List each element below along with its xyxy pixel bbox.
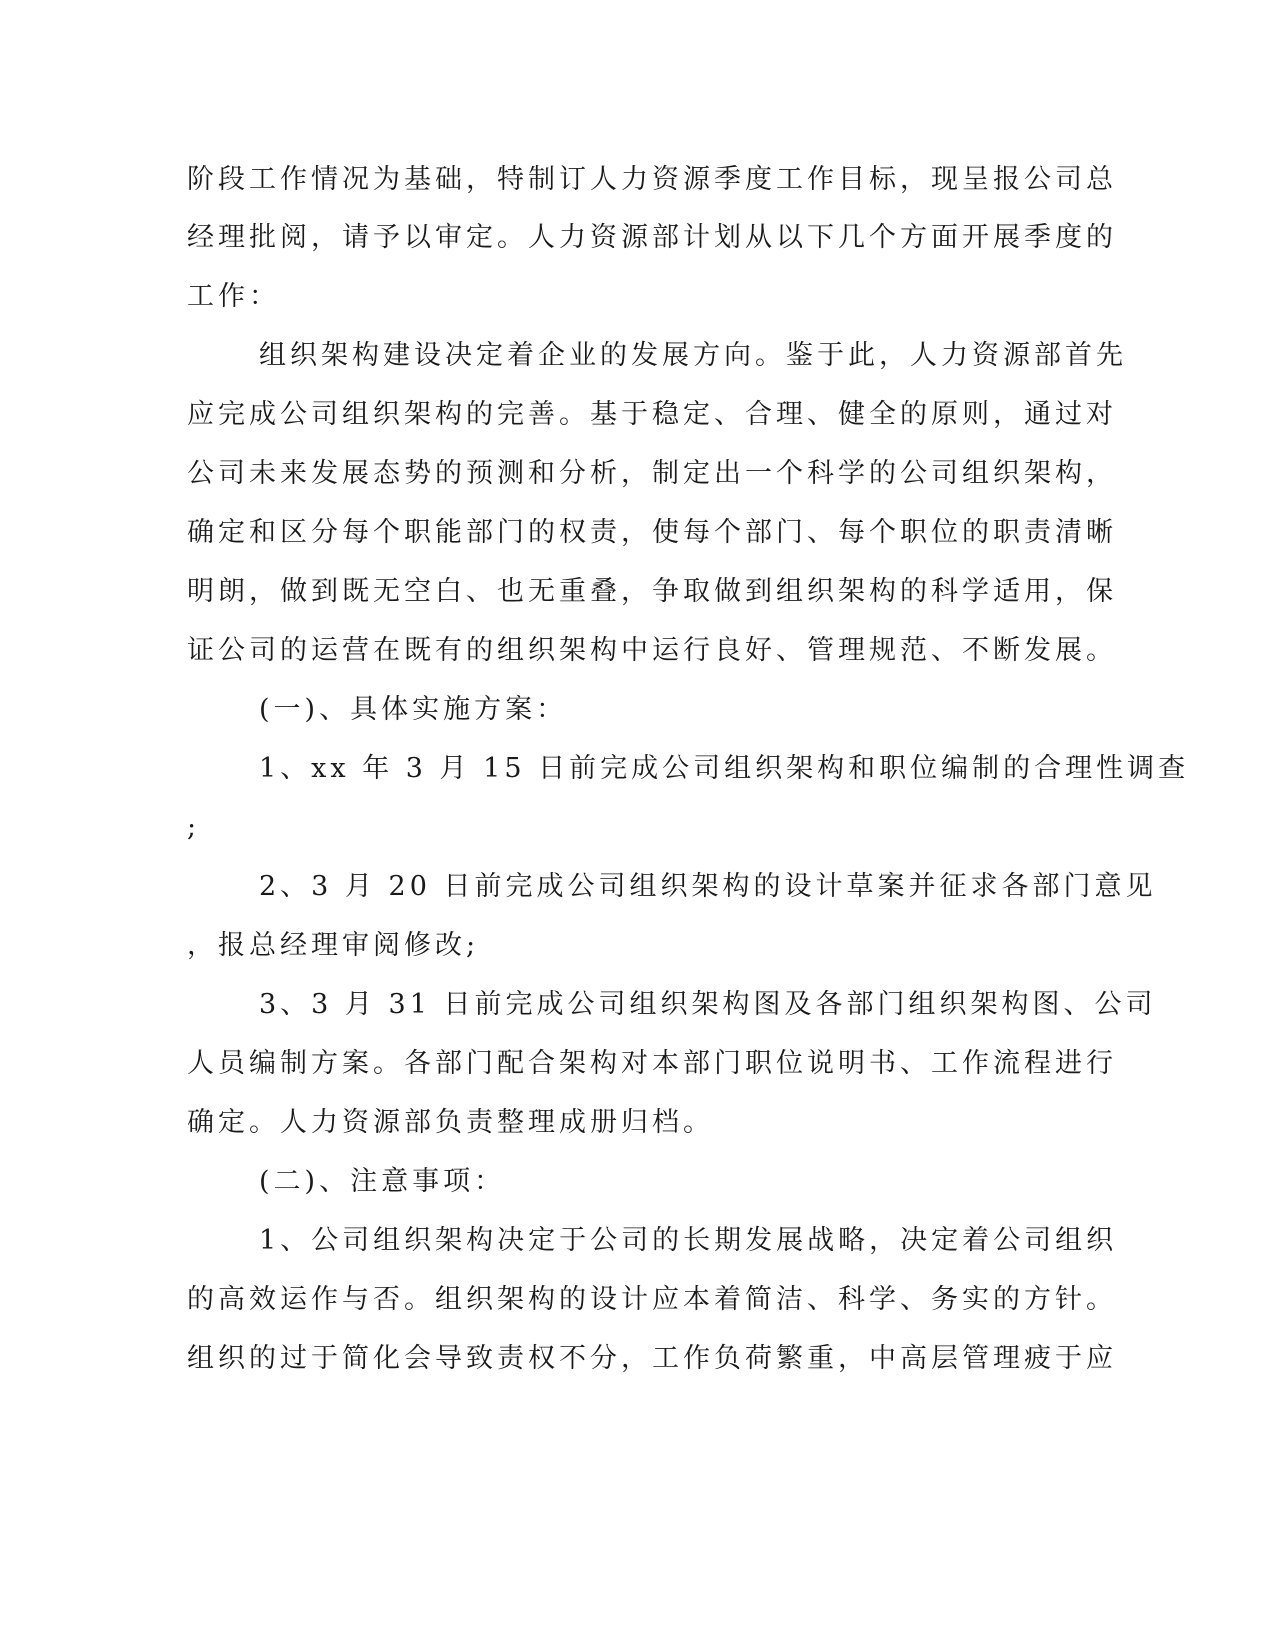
text-line: 明朗，做到既无空白、也无重叠，争取做到组织架构的科学适用，保 [187,576,1117,607]
list-item-line: 1、xx 年 3 月 15 日前完成公司组织架构和职位编制的合理性调查 [259,753,1190,784]
list-item-line: 1、公司组织架构决定于公司的长期发展战略，决定着公司组织 [259,1225,1118,1256]
text-line: ; [187,812,201,843]
text-line: 确定和区分每个职能部门的权责，使每个部门、每个职位的职责清晰 [187,517,1117,548]
text-line: 人员编制方案。各部门配合架构对本部门职位说明书、工作流程进行 [187,1048,1117,1079]
text-line: 公司未来发展态势的预测和分析，制定出一个科学的公司组织架构， [187,458,1117,489]
text-line: 确定。人力资源部负责整理成册归档。 [187,1107,714,1138]
text-line: 组织的过于简化会导致责权不分，工作负荷繁重，中高层管理疲于应 [187,1343,1117,1374]
list-item-line: 3、3 月 31 日前完成公司组织架构图及各部门组织架构图、公司 [259,989,1157,1020]
text-line: 工作： [187,281,280,312]
text-line: 应完成公司组织架构的完善。基于稳定、合理、健全的原则，通过对 [187,399,1117,430]
text-line: 经理批阅，请予以审定。人力资源部计划从以下几个方面开展季度的 [187,222,1117,253]
list-item-line: 2、3 月 20 日前完成公司组织架构的设计草案并征求各部门意见 [259,871,1157,902]
text-line: 的高效运作与否。组织架构的设计应本着简洁、科学、务实的方针。 [187,1284,1117,1315]
section-heading: (一)、具体实施方案： [259,694,568,725]
text-line: ，报总经理审阅修改; [187,930,480,961]
text-line: 阶段工作情况为基础，特制订人力资源季度工作目标，现呈报公司总 [187,164,1117,195]
paragraph-start-line: 组织架构建设决定着企业的发展方向。鉴于此，人力资源部首先 [259,340,1127,371]
section-heading: (二)、注意事项： [259,1166,506,1197]
text-line: 证公司的运营在既有的组织架构中运行良好、管理规范、不断发展。 [187,635,1117,666]
